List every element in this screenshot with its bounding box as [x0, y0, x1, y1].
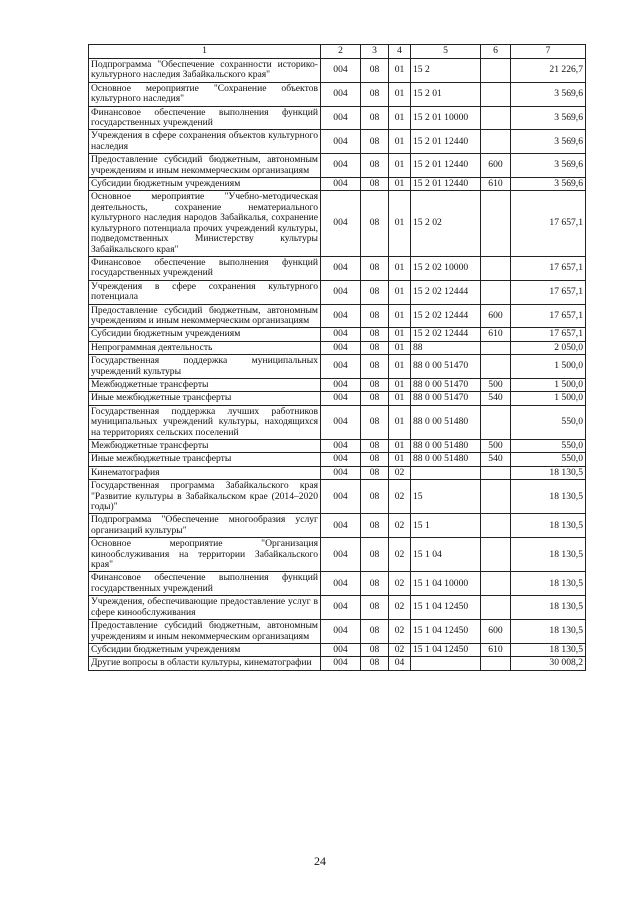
row-expense-type	[481, 280, 511, 304]
row-name: Финансовое обеспечение выполнения функций государственных учреждений	[89, 106, 321, 130]
row-admin-code: 004	[321, 378, 361, 391]
row-subsection: 04	[389, 657, 411, 670]
row-name: Предоставление субсидий бюджетным, автономным учреждениям и иным некоммерческим организациям	[89, 304, 321, 328]
row-expense-type: 610	[481, 178, 511, 191]
table-row	[89, 304, 586, 328]
row-amount: 1 500,0	[511, 355, 586, 379]
row-expense-type: 610	[481, 328, 511, 341]
row-amount: 3 569,6	[511, 106, 586, 130]
row-expense-type: 500	[481, 440, 511, 453]
table-row	[89, 154, 586, 178]
row-subsection: 01	[389, 178, 411, 191]
row-subsection: 02	[389, 596, 411, 620]
row-expense-type	[481, 466, 511, 479]
row-expense-type	[481, 106, 511, 130]
header-col-4: 4	[389, 45, 411, 59]
table-row	[89, 378, 586, 391]
row-admin-code: 004	[321, 280, 361, 304]
row-amount: 18 130,5	[511, 620, 586, 644]
table-row	[89, 328, 586, 341]
row-target-article: 15 1 04 12450	[411, 596, 481, 620]
row-section: 08	[361, 328, 389, 341]
row-subsection: 01	[389, 341, 411, 354]
header-col-3: 3	[361, 45, 389, 59]
row-section: 08	[361, 596, 389, 620]
row-section: 08	[361, 392, 389, 405]
header-row	[89, 45, 586, 59]
row-amount: 2 050,0	[511, 341, 586, 354]
row-target-article: 88 0 00 51480	[411, 440, 481, 453]
row-name: Субсидии бюджетным учреждениям	[89, 643, 321, 656]
row-expense-type	[481, 341, 511, 354]
row-admin-code: 004	[321, 59, 361, 83]
row-amount: 550,0	[511, 440, 586, 453]
row-subsection: 01	[389, 440, 411, 453]
row-section: 08	[361, 191, 389, 256]
row-admin-code: 004	[321, 514, 361, 538]
table-row	[89, 466, 586, 479]
row-subsection: 01	[389, 280, 411, 304]
row-expense-type: 600	[481, 620, 511, 644]
row-target-article: 88 0 00 51470	[411, 378, 481, 391]
row-expense-type	[481, 657, 511, 670]
row-target-article: 88 0 00 51480	[411, 405, 481, 439]
row-section: 08	[361, 256, 389, 280]
row-expense-type: 600	[481, 304, 511, 328]
row-name: Государственная поддержка лучших работников муниципальных учреждений культуры, находящихся на территориях сельских поселений	[89, 405, 321, 439]
row-subsection: 01	[389, 191, 411, 256]
row-subsection: 01	[389, 453, 411, 466]
row-target-article	[411, 466, 481, 479]
row-target-article: 88 0 00 51470	[411, 355, 481, 379]
row-target-article: 15 2	[411, 59, 481, 83]
row-subsection: 02	[389, 538, 411, 572]
table-row	[89, 643, 586, 656]
row-name: Финансовое обеспечение выполнения функций государственных учреждений	[89, 572, 321, 596]
table-row	[89, 405, 586, 439]
row-expense-type	[481, 355, 511, 379]
row-amount: 3 569,6	[511, 130, 586, 154]
row-section: 08	[361, 355, 389, 379]
table-row	[89, 453, 586, 466]
row-expense-type	[481, 538, 511, 572]
table-row	[89, 130, 586, 154]
row-target-article: 15 2 02	[411, 191, 481, 256]
row-admin-code: 004	[321, 191, 361, 256]
row-section: 08	[361, 154, 389, 178]
row-admin-code: 004	[321, 596, 361, 620]
table-row	[89, 191, 586, 256]
row-name: Учреждения, обеспечивающие предоставление услуг в сфере кинообслуживания	[89, 596, 321, 620]
table-row	[89, 355, 586, 379]
row-subsection: 02	[389, 466, 411, 479]
table-row	[89, 392, 586, 405]
row-section: 08	[361, 480, 389, 514]
table-row	[89, 106, 586, 130]
row-target-article: 15 2 01	[411, 82, 481, 106]
row-target-article: 15	[411, 480, 481, 514]
row-name: Государственная программа Забайкальского края "Развитие культуры в Забайкальском крае (2014–2020 годы)"	[89, 480, 321, 514]
row-expense-type: 610	[481, 643, 511, 656]
row-admin-code: 004	[321, 405, 361, 439]
table-row	[89, 82, 586, 106]
table-row	[89, 256, 586, 280]
row-expense-type	[481, 82, 511, 106]
row-admin-code: 004	[321, 304, 361, 328]
row-section: 08	[361, 538, 389, 572]
row-target-article: 15 2 01 12440	[411, 130, 481, 154]
row-subsection: 01	[389, 154, 411, 178]
row-expense-type	[481, 256, 511, 280]
row-section: 08	[361, 572, 389, 596]
row-name: Иные межбюджетные трансферты	[89, 392, 321, 405]
row-section: 08	[361, 304, 389, 328]
row-section: 08	[361, 466, 389, 479]
row-name: Государственная поддержка муниципальных учреждений культуры	[89, 355, 321, 379]
row-subsection: 01	[389, 106, 411, 130]
row-amount: 17 657,1	[511, 328, 586, 341]
row-subsection: 02	[389, 514, 411, 538]
row-admin-code: 004	[321, 480, 361, 514]
budget-table-page	[88, 44, 585, 671]
row-section: 08	[361, 341, 389, 354]
row-amount: 3 569,6	[511, 154, 586, 178]
row-target-article: 15 2 02 10000	[411, 256, 481, 280]
row-name: Кинематография	[89, 466, 321, 479]
row-admin-code: 004	[321, 328, 361, 341]
row-admin-code: 004	[321, 453, 361, 466]
row-subsection: 01	[389, 392, 411, 405]
row-admin-code: 004	[321, 178, 361, 191]
budget-table	[88, 44, 586, 671]
row-admin-code: 004	[321, 440, 361, 453]
row-name: Основное мероприятие "Организация кинообслуживания на территории Забайкальского края"	[89, 538, 321, 572]
row-amount: 17 657,1	[511, 256, 586, 280]
row-section: 08	[361, 620, 389, 644]
row-admin-code: 004	[321, 82, 361, 106]
row-admin-code: 004	[321, 154, 361, 178]
row-expense-type	[481, 191, 511, 256]
row-subsection: 01	[389, 328, 411, 341]
row-name: Подпрограмма "Обеспечение многообразия услуг организаций культуры"	[89, 514, 321, 538]
row-expense-type: 600	[481, 154, 511, 178]
row-expense-type: 540	[481, 453, 511, 466]
row-amount: 18 130,5	[511, 480, 586, 514]
row-target-article: 15 2 01 10000	[411, 106, 481, 130]
table-body	[89, 59, 586, 671]
row-expense-type	[481, 130, 511, 154]
row-target-article: 15 2 02 12444	[411, 328, 481, 341]
row-name: Предоставление субсидий бюджетным, автономным учреждениям и иным некоммерческим организациям	[89, 620, 321, 644]
row-subsection: 01	[389, 130, 411, 154]
row-admin-code: 004	[321, 643, 361, 656]
row-section: 08	[361, 106, 389, 130]
row-section: 08	[361, 514, 389, 538]
row-name: Учреждения в сфере сохранения объектов культурного наследия	[89, 130, 321, 154]
table-row	[89, 59, 586, 83]
row-amount: 21 226,7	[511, 59, 586, 83]
table-row	[89, 440, 586, 453]
row-target-article: 15 1 04 12450	[411, 643, 481, 656]
row-section: 08	[361, 59, 389, 83]
row-subsection: 01	[389, 82, 411, 106]
row-section: 08	[361, 130, 389, 154]
row-target-article: 15 1 04	[411, 538, 481, 572]
row-target-article: 15 2 02 12444	[411, 280, 481, 304]
row-amount: 1 500,0	[511, 378, 586, 391]
header-col-6: 6	[481, 45, 511, 59]
row-expense-type	[481, 572, 511, 596]
row-expense-type	[481, 405, 511, 439]
row-subsection: 01	[389, 405, 411, 439]
row-admin-code: 004	[321, 341, 361, 354]
row-amount: 18 130,5	[511, 572, 586, 596]
header-col-7: 7	[511, 45, 586, 59]
table-row	[89, 280, 586, 304]
row-name: Основное мероприятие "Сохранение объектов культурного наследия"	[89, 82, 321, 106]
row-admin-code: 004	[321, 392, 361, 405]
row-name: Учреждения в сфере сохранения культурного потенциала	[89, 280, 321, 304]
row-amount: 550,0	[511, 453, 586, 466]
row-amount: 18 130,5	[511, 596, 586, 620]
row-amount: 17 657,1	[511, 304, 586, 328]
row-expense-type	[481, 59, 511, 83]
row-target-article: 15 2 01 12440	[411, 178, 481, 191]
row-target-article: 15 1 04 12450	[411, 620, 481, 644]
header-col-2: 2	[321, 45, 361, 59]
row-target-article: 88	[411, 341, 481, 354]
row-name: Непрограммная деятельность	[89, 341, 321, 354]
row-amount: 18 130,5	[511, 643, 586, 656]
row-amount: 30 008,2	[511, 657, 586, 670]
row-target-article: 88 0 00 51480	[411, 453, 481, 466]
row-subsection: 01	[389, 59, 411, 83]
table-row	[89, 178, 586, 191]
row-target-article: 15 2 02 12444	[411, 304, 481, 328]
row-admin-code: 004	[321, 620, 361, 644]
table-row	[89, 596, 586, 620]
row-expense-type	[481, 514, 511, 538]
row-subsection: 01	[389, 256, 411, 280]
row-section: 08	[361, 405, 389, 439]
table-row	[89, 514, 586, 538]
row-admin-code: 004	[321, 130, 361, 154]
row-admin-code: 004	[321, 106, 361, 130]
row-subsection: 02	[389, 620, 411, 644]
table-row	[89, 657, 586, 670]
row-target-article: 15 2 01 12440	[411, 154, 481, 178]
row-amount: 17 657,1	[511, 280, 586, 304]
page-number: 24	[314, 854, 326, 868]
row-subsection: 02	[389, 643, 411, 656]
header-col-1: 1	[89, 45, 321, 59]
row-admin-code: 004	[321, 538, 361, 572]
row-admin-code: 004	[321, 657, 361, 670]
row-name: Межбюджетные трансферты	[89, 440, 321, 453]
row-section: 08	[361, 657, 389, 670]
row-name: Другие вопросы в области культуры, кинематографии	[89, 657, 321, 670]
row-subsection: 01	[389, 378, 411, 391]
row-section: 08	[361, 178, 389, 191]
table-row	[89, 572, 586, 596]
row-target-article: 15 1 04 10000	[411, 572, 481, 596]
row-amount: 3 569,6	[511, 178, 586, 191]
row-expense-type: 540	[481, 392, 511, 405]
row-admin-code: 004	[321, 572, 361, 596]
row-name: Подпрограмма "Обеспечение сохранности историко-культурного наследия Забайкальского края"	[89, 59, 321, 83]
row-amount: 18 130,5	[511, 514, 586, 538]
row-subsection: 01	[389, 355, 411, 379]
row-amount: 3 569,6	[511, 82, 586, 106]
row-admin-code: 004	[321, 256, 361, 280]
row-name: Субсидии бюджетным учреждениям	[89, 328, 321, 341]
row-expense-type	[481, 480, 511, 514]
row-target-article	[411, 657, 481, 670]
row-target-article: 88 0 00 51470	[411, 392, 481, 405]
row-section: 08	[361, 643, 389, 656]
row-subsection: 02	[389, 572, 411, 596]
table-row	[89, 538, 586, 572]
header-col-5: 5	[411, 45, 481, 59]
table-row	[89, 480, 586, 514]
row-name: Межбюджетные трансферты	[89, 378, 321, 391]
row-expense-type: 500	[481, 378, 511, 391]
row-amount: 18 130,5	[511, 538, 586, 572]
row-expense-type	[481, 596, 511, 620]
row-section: 08	[361, 82, 389, 106]
row-section: 08	[361, 378, 389, 391]
row-admin-code: 004	[321, 355, 361, 379]
row-name: Иные межбюджетные трансферты	[89, 453, 321, 466]
row-admin-code: 004	[321, 466, 361, 479]
row-subsection: 02	[389, 480, 411, 514]
row-section: 08	[361, 453, 389, 466]
row-name: Субсидии бюджетным учреждениям	[89, 178, 321, 191]
row-subsection: 01	[389, 304, 411, 328]
row-section: 08	[361, 440, 389, 453]
table-row	[89, 620, 586, 644]
row-section: 08	[361, 280, 389, 304]
row-name: Финансовое обеспечение выполнения функций государственных учреждений	[89, 256, 321, 280]
row-amount: 17 657,1	[511, 191, 586, 256]
row-amount: 1 500,0	[511, 392, 586, 405]
row-name: Предоставление субсидий бюджетным, автономным учреждениям и иным некоммерческим организациям	[89, 154, 321, 178]
row-target-article: 15 1	[411, 514, 481, 538]
row-name: Основное мероприятие "Учебно-методическая деятельность, сохранение нематериального культурного наследия народов Забайкалья, сохранение культурного потенциала прочих учреждений культуры, подведомственных Министерству культуры Забайкальского края"	[89, 191, 321, 256]
row-amount: 550,0	[511, 405, 586, 439]
table-row	[89, 341, 586, 354]
row-amount: 18 130,5	[511, 466, 586, 479]
